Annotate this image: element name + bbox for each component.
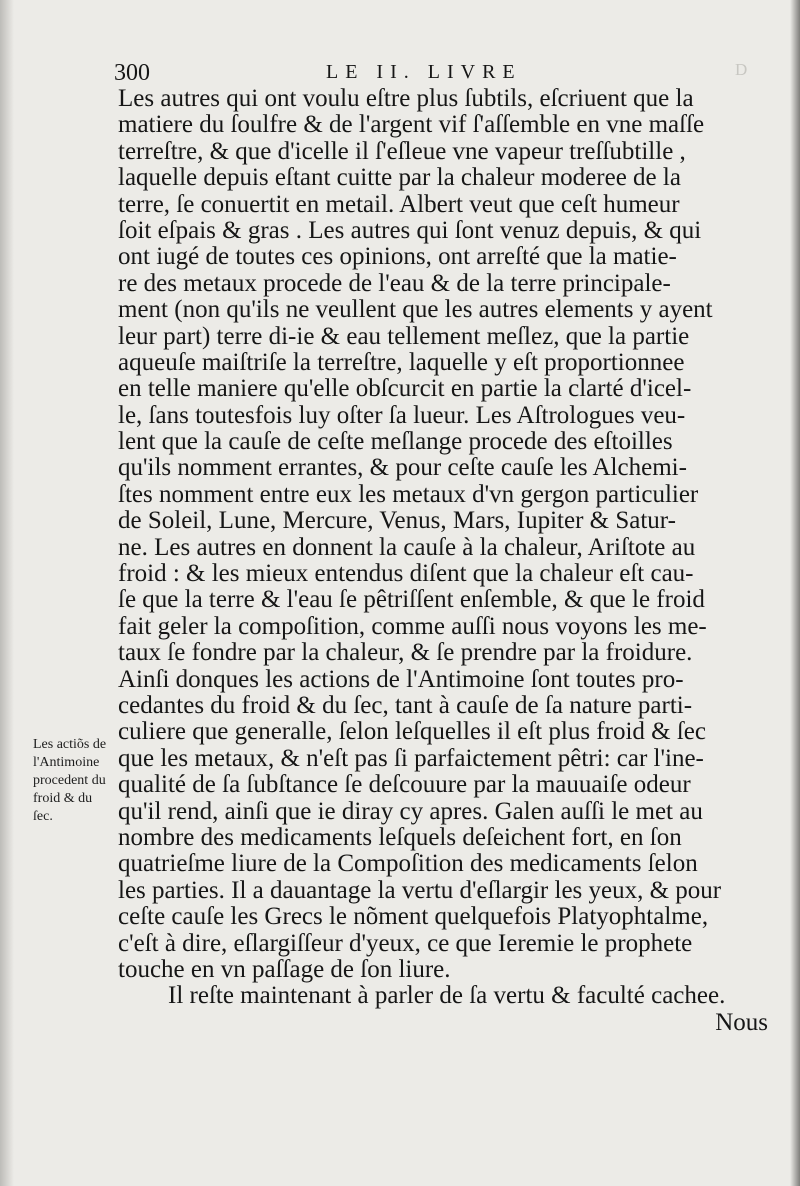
text-line: ſoit eſpais & gras . Les autres qui ſont venuz depuis, & qui [118,217,702,244]
text-line: cedantes du froid & du ſec, tant à cauſe de ſa nature parti- [118,692,693,719]
text-line: ne. Les autres en donnent la cauſe à la chaleur, Ariſtote au [118,534,696,561]
text-line: Les autres qui ont voulu eſtre plus ſubtils, eſcriuent que la [118,86,694,112]
text-line: fait geler la compoſition, comme auſſi nous voyons les me- [118,613,707,640]
text-line: lent que la cauſe de ceſte meſlange procede des eſtoilles [118,429,673,456]
text-line: nombre des medicaments leſquels deſeichent fort, en ſon [118,824,682,851]
text-line: de Soleil, Lune, Mercure, Venus, Mars, Iupiter & Satur- [118,508,676,535]
running-title: LE II. LIVRE [326,61,522,83]
text-line: Nous [715,1009,768,1036]
text-line: ſtes nomment entre eux les metaux d'vn gergon particulier [118,481,699,508]
show-through-mark: D [735,60,748,79]
text-line: aqueuſe maiſtriſe la terreſtre, laquelle y eſt proportionnee [118,349,685,376]
page-gutter-shadow [0,0,14,1186]
text-line: touche en vn paſſage de ſon liure. [118,956,451,983]
text-line: culiere que generalle, ſelon leſquelles il eſt plus froid & ſec [118,719,706,746]
text-line: les parties. Il a dauantage la vertu d'eſlargir les yeux, & pour [118,877,722,904]
text-line: Ainſi donques les actions de l'Antimoine ſont toutes pro- [118,666,684,693]
text-line: le, ſans toutesfois luy oſter ſa lueur. Les Aſtrologues veu- [118,402,686,429]
margin-note-line: procedent du [33,773,106,788]
text-line: qu'ils nomment errantes, & pour ceſte cauſe les Alchemi- [118,455,687,482]
text-line: taux ſe fondre par la chaleur, & ſe prendre par la froidure. [118,640,693,667]
text-line: qu'il rend, ainſi que ie diray cy apres. Galen auſſi le met au [118,798,703,825]
text-line: c'eſt à dire, eſlargiſſeur d'yeux, ce que Ieremie le prophete [118,930,693,957]
text-line: Il reſte maintenant à parler de ſa vertu & faculté cachee. [168,983,726,1010]
text-line: terre, ſe conuertit en metail. Albert veut que ceſt humeur [118,191,680,218]
page-number: 300 [114,60,150,86]
text-line: en telle maniere qu'elle obſcurcit en partie la clarté d'icel- [118,376,692,403]
text-line: quatrieſme liure de la Compoſition des medicaments ſelon [118,851,698,878]
body-text [118,86,768,1036]
margin-note-line: l'Antimoine [33,755,100,770]
text-line: matiere du ſoulfre & de l'argent vif ſ'aſſemble en vne maſſe [118,112,705,139]
margin-note-line: froid & du [33,791,93,806]
text-line: ceſte cauſe les Grecs le nõment quelquefois Platyophtalme, [118,904,709,931]
text-line: froid : & les mieux entendus diſent que la chaleur eſt cau- [118,561,694,588]
margin-note-line: ſec. [33,809,53,824]
text-line: leur part) terre di-ie & eau tellement meſlez, que la partie [118,323,690,350]
text-line: ment (non qu'ils ne veullent que les autres elements y ayent [118,297,713,324]
text-line: qualité de ſa ſubſtance ſe deſcouure par la mauuaiſe odeur [118,772,691,799]
text-line: ont iugé de toutes ces opinions, ont arreſté que la matie- [118,244,677,271]
page-edge-shadow [790,0,800,1186]
text-line: laquelle depuis eſtant cuitte par la chaleur moderee de la [118,165,681,192]
text-line: ſe que la terre & l'eau ſe pêtriſſent enſemble, & que le froid [118,587,705,614]
margin-note-line: Les actiõs de [33,737,107,752]
text-line: que les metaux, & n'eſt pas ſi parfaictement pêtri: car l'ine- [118,745,704,772]
margin-note [33,736,133,826]
text-line: terreſtre, & que d'icelle il ſ'eſleue vne vapeur treſſubtille , [118,138,686,165]
text-line: re des metaux procede de l'eau & de la terre principale- [118,270,671,297]
